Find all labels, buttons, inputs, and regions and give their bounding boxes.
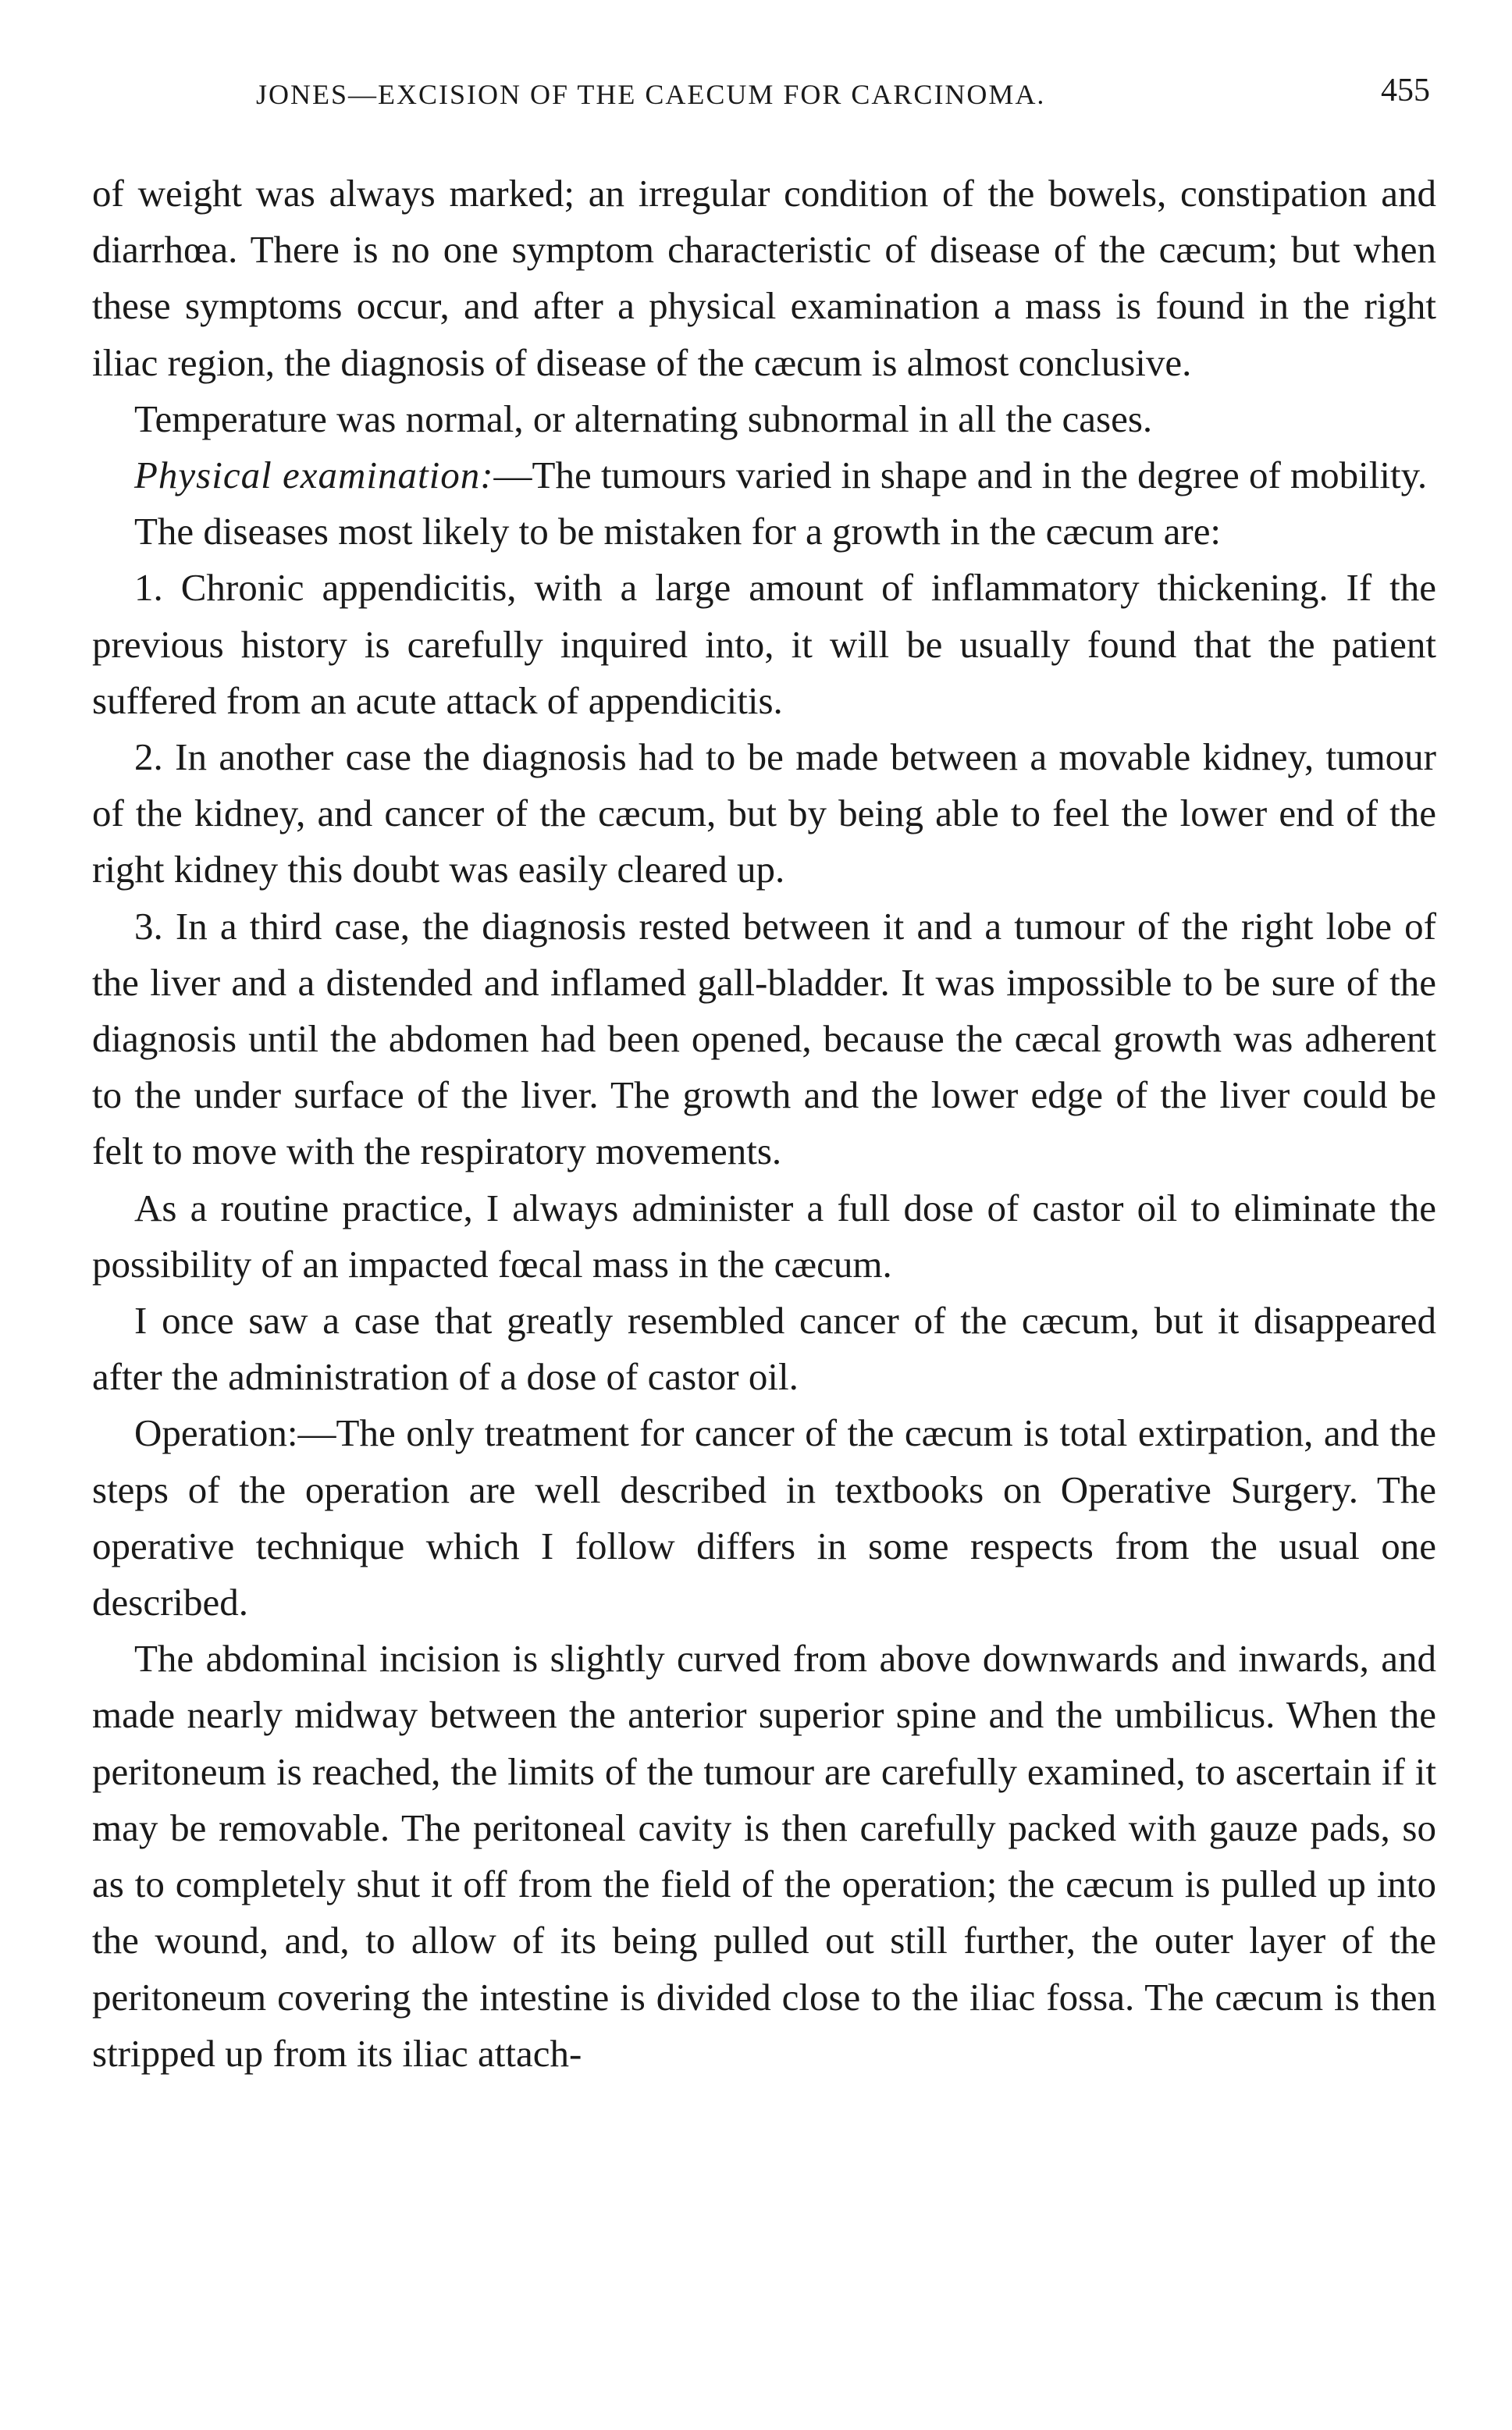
list-item-chronic-appendicitis	[92, 560, 1436, 729]
paragraph-text: As a routine practice, I always administer a full dose of castor oil to eliminate the possibility of an impacted fœcal mass in the cæcum.	[92, 1186, 1436, 1286]
paragraph-weight-symptoms	[92, 165, 1436, 391]
paragraph-castor-oil-routine	[92, 1180, 1436, 1293]
paragraph-diseases-mistaken	[92, 503, 1436, 560]
running-title: JONES—EXCISION OF THE CAECUM FOR CARCINOMA.	[256, 79, 1046, 110]
paragraph-text: Operation:—The only treatment for cancer of the cæcum is total extirpation, and the steps of the operation are well described in textbooks on Operative Surgery. The operative technique which I follow differs in some respects from the usual one described.	[92, 1411, 1436, 1624]
paragraph-temperature	[92, 391, 1436, 447]
paragraph-text: The diseases most likely to be mistaken for a growth in the cæcum are:	[134, 510, 1222, 553]
paragraph-text: Temperature was normal, or alternating subnormal in all the cases.	[134, 397, 1153, 440]
paragraph-text: of weight was always marked; an irregular condition of the bowels, constipation and diarrhœa. There is no one symptom characteristic of disease of the cæcum; but when these symptoms occur, and after a physical examination a mass is found in the right iliac region, the diagnosis of disease of the cæcum is almost conclusive.	[92, 172, 1436, 384]
list-item-liver-tumour	[92, 898, 1436, 1180]
paragraph-text: 2. In another case the diagnosis had to be made between a movable kidney, tumour of the kidney, and cancer of the cæcum, but by being able to feel the lower end of the right kidney this doubt was easily cleared up.	[92, 735, 1436, 891]
book-page	[92, 72, 1436, 2082]
paragraph-text: I once saw a case that greatly resembled cancer of the cæcum, but it disappeared after the administration of a dose of castor oil.	[92, 1299, 1436, 1399]
paragraph-resembled-case	[92, 1293, 1436, 1405]
running-header	[92, 72, 1436, 119]
paragraph-text: The abdominal incision is slightly curved from above downwards and inwards, and made nearly midway between the anterior superior spine and the umbilicus. When the peritoneum is reached, the limits of the tumour are carefully examined, to ascertain if it may be removable. The peritoneal cavity is then carefully packed with gauze pads, so as to completely shut it off from the field of the operation; the cæcum is pulled up into the wound, and, to allow of its being pulled out still further, the outer layer of the peritoneum covering the intestine is divided close to the iliac fossa. The cæcum is then stripped up from its iliac attach-	[92, 1637, 1436, 2075]
page-number: 455	[1381, 73, 1430, 109]
body-text	[92, 165, 1436, 2082]
paragraph-operation	[92, 1405, 1436, 1631]
paragraph-text: —The tumours varied in shape and in the degree of mobility.	[493, 454, 1428, 497]
paragraph-text: 1. Chronic appendicitis, with a large amount of inflammatory thickening. If the previous history is carefully inquired into, it will be usually found that the patient suffered from an acute attack of appendicitis.	[92, 566, 1436, 722]
paragraph-text: 3. In a third case, the diagnosis rested between it and a tumour of the right lobe of the liver and a distended and inflamed gall-bladder. It was impossible to be sure of the diagnosis until the abdomen had been opened, because the cæcal growth was adherent to the under surface of the liver. The growth and the lower edge of the liver could be felt to move with the respiratory movements.	[92, 904, 1436, 1173]
section-heading-physical-examination: Physical examination:	[134, 454, 494, 497]
paragraph-physical-examination	[92, 447, 1436, 503]
paragraph-abdominal-incision	[92, 1631, 1436, 2082]
list-item-movable-kidney	[92, 729, 1436, 898]
